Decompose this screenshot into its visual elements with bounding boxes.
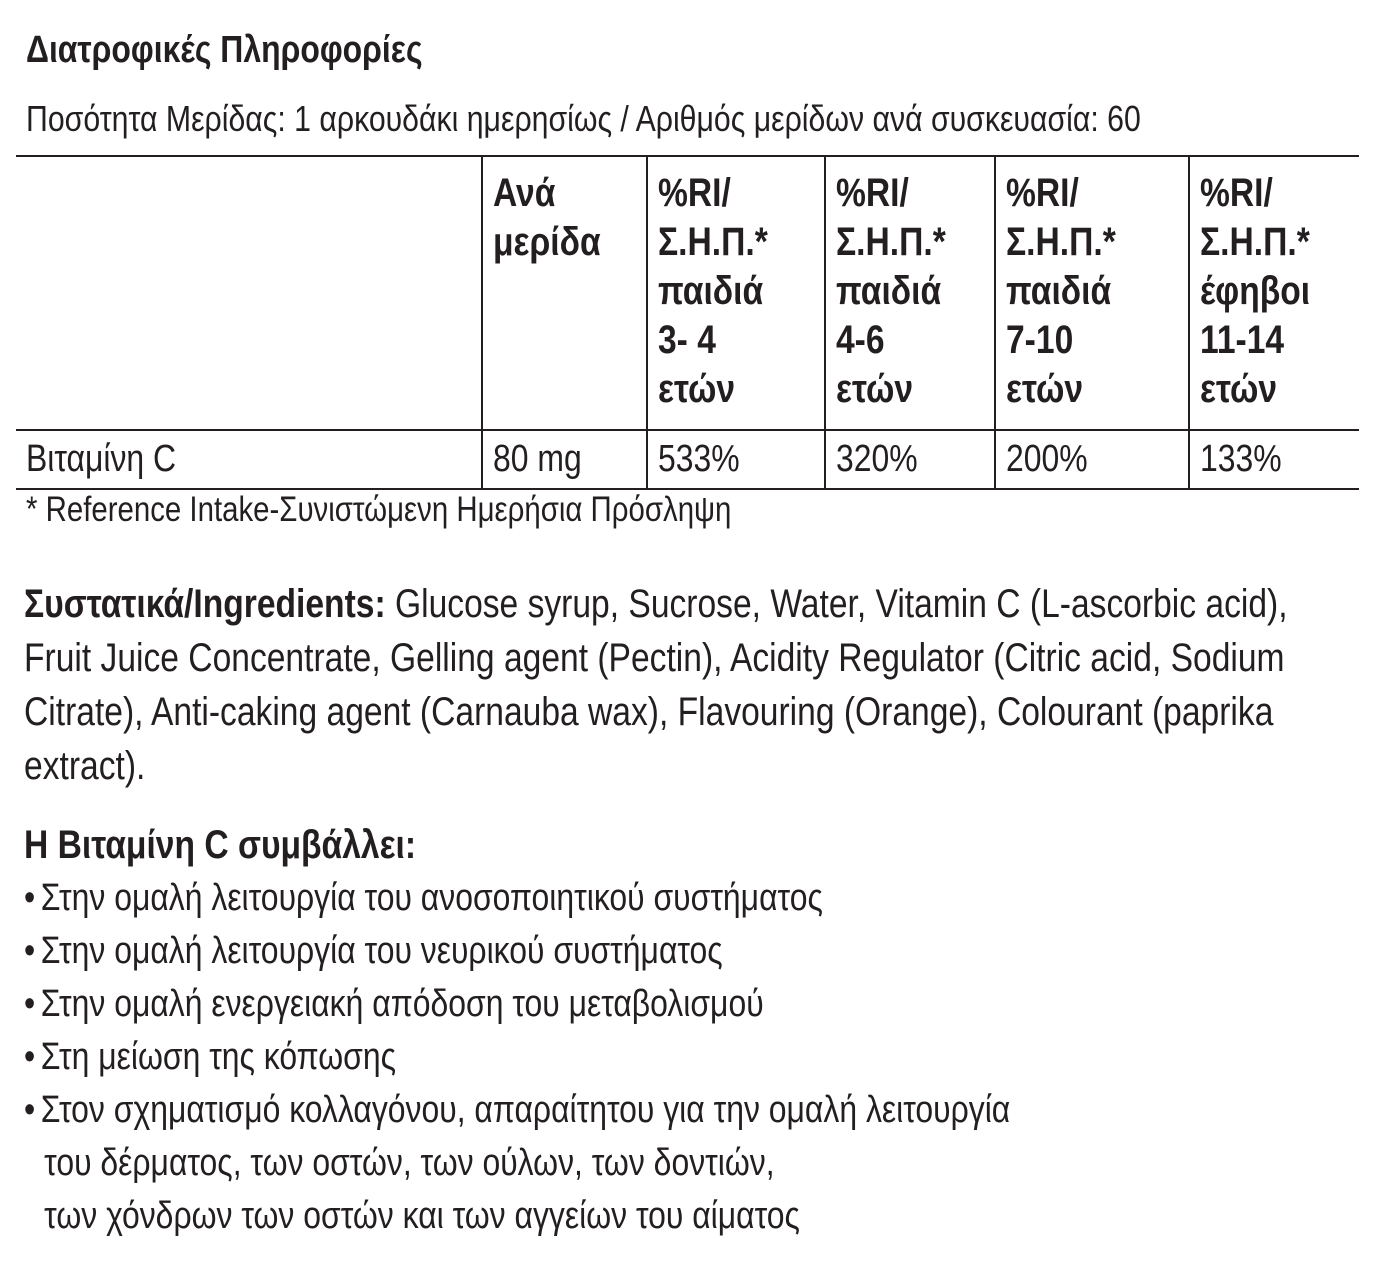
nutrition-table [16,155,1359,490]
list-item: • Στην ομαλή ενεργειακή απόδοση του μεταβολισμού [24,978,1198,1031]
cell-ri-4-6: 320% [825,430,995,489]
table-row [16,430,1359,489]
bullet-icon: • [24,930,36,972]
header-cell-per-serving: Ανά μερίδα [482,156,647,430]
claims-heading: Η Βιταμίνη C συμβάλλει: [24,823,417,867]
bullet-icon: • [24,1089,36,1131]
cell-ri-11-14: 133% [1189,430,1359,489]
list-item: • Στην ομαλή λειτουργία του ανοσοποιητικού συστήματος [24,872,1198,925]
bullet-icon: • [24,1036,36,1078]
cell-amount: 80 mg [482,430,647,489]
list-item: • Στον σχηματισμό κολλαγόνου, απαραίτητου για την ομαλή λειτουργία του δέρματος, των οστών, των ούλων, των δοντιών, των χόνδρων των οστών και των αγγείων του αίματος [24,1084,1198,1243]
header-cell-ri-children-7-10: %RI/ Σ.Η.Π.* παιδιά 7-10 ετών [995,156,1189,430]
ingredients-text: Glucose syrup, Sucrose, Water, Vitamin C (L-ascorbic acid), Fruit Juice Concentrate, Gelling agent (Pectin), Acidity Regulator (Citric acid, Sodium Citrate), Anti-caking agent (Carnauba wax), Flavouring (Orange), Colourant (paprika extract). [24,582,1288,788]
header-cell-empty [16,156,482,430]
ingredients-label: Συστατικά/Ingredients: [24,582,386,626]
serving-info: Ποσότητα Μερίδας: 1 αρκουδάκι ημερησίως / Αριθμός μερίδων ανά συσκευασία: 60 [26,98,1141,139]
cell-nutrient: Βιταμίνη C [16,430,482,489]
header-cell-ri-children-4-6: %RI/ Σ.Η.Π.* παιδιά 4-6 ετών [825,156,995,430]
footnote: * Reference Intake-Συνιστώμενη Ημερήσια Πρόσληψη [26,490,732,529]
cell-ri-7-10: 200% [995,430,1189,489]
list-item: • Στην ομαλή λειτουργία του νευρικού συστήματος [24,925,1198,978]
header-cell-ri-teens-11-14: %RI/ Σ.Η.Π.* έφηβοι 11-14 ετών [1189,156,1359,430]
page-title: Διατροφικές Πληροφορίες [26,29,423,71]
table-header-row [16,156,1359,430]
ingredients-paragraph [24,577,1364,793]
bullet-icon: • [24,983,36,1025]
header-cell-ri-children-3-4: %RI/ Σ.Η.Π.* παιδιά 3- 4 ετών [647,156,825,430]
list-item: • Στη μείωση της κόπωσης [24,1031,1198,1084]
bullet-icon: • [24,877,36,919]
cell-ri-3-4: 533% [647,430,825,489]
claims-list [24,872,1198,1243]
